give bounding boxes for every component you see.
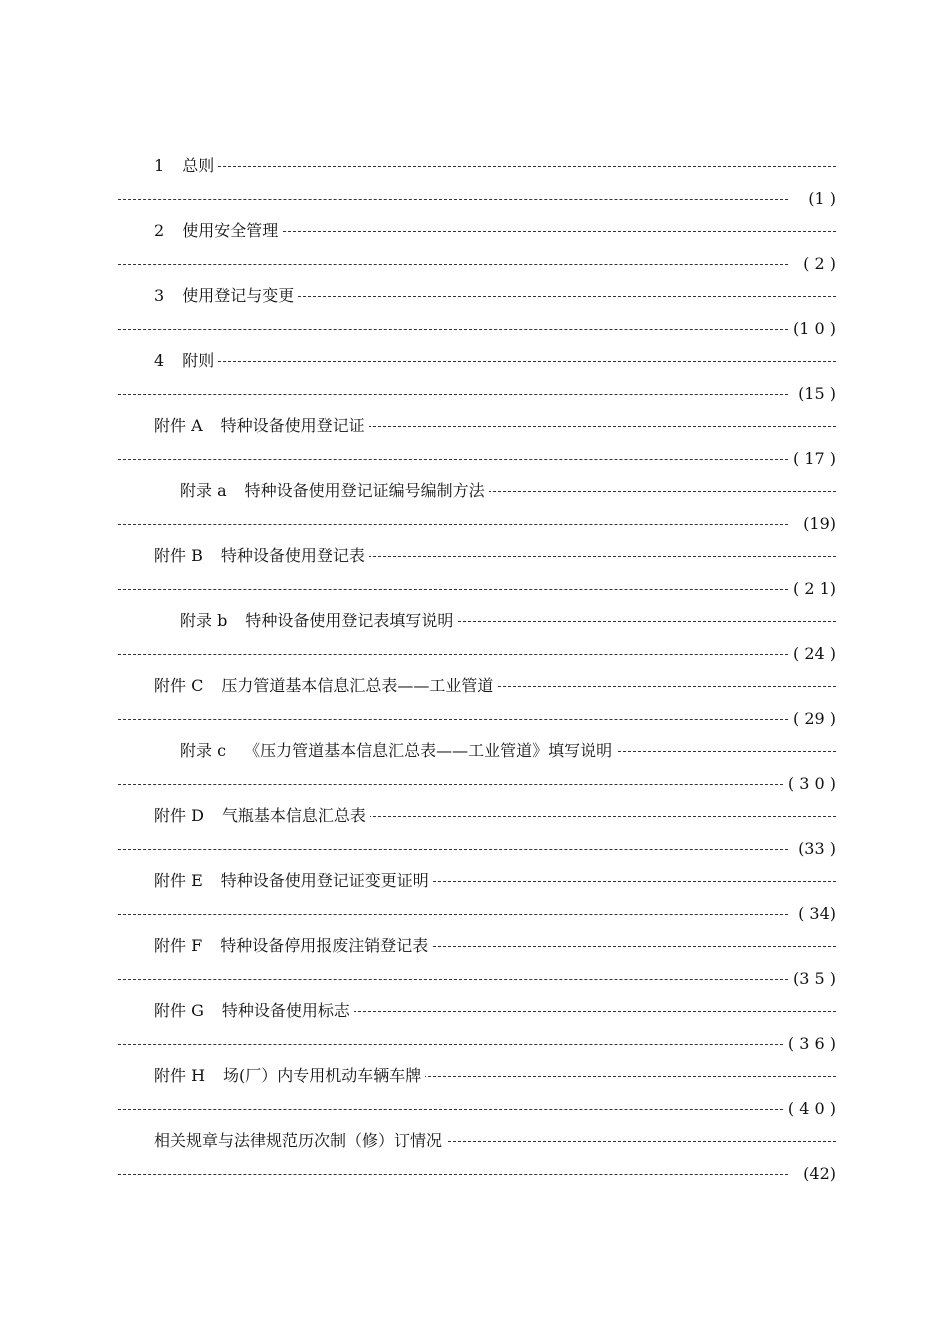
toc-entry-line-2 (118, 378, 836, 410)
toc-entry-line-1 (118, 865, 836, 897)
toc-entry-line-2 (118, 508, 836, 540)
toc-entry-title: 附则 (182, 351, 215, 370)
toc-entry-line-1 (118, 605, 836, 637)
toc-entry-page-number: (42) (799, 1158, 836, 1190)
toc-entry[interactable] (118, 800, 836, 865)
toc-entry-page-number: ( 29 ) (789, 703, 836, 735)
toc-entry-line-1 (118, 475, 836, 507)
dot-leader (118, 313, 788, 345)
toc-entry-line-2 (118, 833, 836, 865)
toc-entry-line-2 (118, 248, 836, 280)
toc-entry-heading (118, 995, 354, 1027)
toc-entry-title: 相关规章与法律规范历次制（修）订情况 (154, 1131, 443, 1150)
toc-entry-heading (118, 670, 497, 702)
toc-entry-line-2 (118, 638, 836, 670)
dot-leader (118, 248, 788, 280)
toc-entry[interactable] (118, 605, 836, 670)
toc-entry-page-number: (3 5 ) (789, 963, 836, 995)
toc-entry-line-1 (118, 410, 836, 442)
toc-entry-title: 使用登记与变更 (182, 286, 295, 305)
toc-entry-title: 总则 (182, 156, 215, 175)
toc-entry-page-number: ( 17 ) (789, 443, 836, 475)
toc-entry-line-2 (118, 1028, 836, 1060)
toc-entry-number: 附件 C (154, 676, 204, 695)
toc-entry[interactable] (118, 345, 836, 410)
table-of-contents (118, 150, 836, 1190)
toc-entry-line-1 (118, 215, 836, 247)
toc-entry-line-2 (118, 313, 836, 345)
toc-entry[interactable] (118, 280, 836, 345)
toc-entry-line-2 (118, 963, 836, 995)
toc-entry-number: 附件 E (154, 871, 203, 890)
toc-entry-heading (118, 800, 370, 832)
toc-entry-number: 附件 F (154, 936, 203, 955)
toc-entry[interactable] (118, 475, 836, 540)
toc-entry-line-2 (118, 573, 836, 605)
toc-entry-title: 特种设备使用登记表 (220, 546, 365, 565)
toc-entry-line-1 (118, 345, 836, 377)
toc-entry-heading (118, 1125, 446, 1157)
dot-leader (118, 768, 788, 800)
dot-leader (118, 150, 836, 182)
dot-leader (118, 345, 836, 377)
toc-entry-number: 附录 a (180, 481, 227, 500)
toc-entry-line-2 (118, 703, 836, 735)
toc-entry-title: 特种设备使用登记证变更证明 (220, 871, 429, 890)
toc-entry-heading (118, 540, 369, 572)
dot-leader (118, 833, 788, 865)
toc-entry-line-1 (118, 1060, 836, 1092)
toc-entry-line-2 (118, 898, 836, 930)
toc-entry[interactable] (118, 1125, 836, 1190)
dot-leader (118, 963, 788, 995)
toc-entry-page-number: ( 34) (794, 898, 836, 930)
toc-entry-number: 附录 c (180, 741, 227, 760)
toc-entry-line-1 (118, 540, 836, 572)
toc-entry-heading (118, 735, 616, 767)
toc-entry-line-2 (118, 183, 836, 215)
dot-leader (118, 508, 788, 540)
toc-entry[interactable] (118, 215, 836, 280)
toc-entry-heading (118, 410, 369, 442)
toc-entry-page-number: ( 4 0 ) (784, 1093, 836, 1125)
toc-entry-line-1 (118, 150, 836, 182)
toc-entry[interactable] (118, 670, 836, 735)
toc-entry-line-1 (118, 995, 836, 1027)
toc-entry-page-number: (33 ) (794, 833, 836, 865)
toc-entry-heading (118, 215, 282, 247)
toc-entry-title: 特种设备使用登记证 (220, 416, 365, 435)
toc-entry-title: 压力管道基本信息汇总表——工业管道 (221, 676, 494, 695)
dot-leader (118, 1158, 788, 1190)
toc-entry-heading (118, 930, 432, 962)
toc-entry-title: 使用安全管理 (182, 221, 279, 240)
toc-entry-title: 特种设备使用登记证编号编制方法 (244, 481, 485, 500)
toc-entry-number: 附件 A (154, 416, 203, 435)
toc-entry-line-1 (118, 670, 836, 702)
toc-entry-number: 附件 B (154, 546, 203, 565)
toc-entry-number: 附件 G (154, 1001, 204, 1020)
toc-entry-heading (118, 280, 298, 312)
toc-entry-number: 附件 D (154, 806, 204, 825)
toc-entry-line-1 (118, 735, 836, 767)
dot-leader (118, 1093, 788, 1125)
toc-entry-line-2 (118, 1158, 836, 1190)
dot-leader (118, 378, 788, 410)
toc-entry-heading (118, 475, 489, 507)
toc-entry-line-1 (118, 800, 836, 832)
toc-entry-title: 特种设备使用登记表填写说明 (245, 611, 454, 630)
toc-entry[interactable] (118, 540, 836, 605)
toc-entry-heading (118, 150, 218, 182)
toc-entry[interactable] (118, 150, 836, 215)
toc-entry[interactable] (118, 865, 836, 930)
toc-entry-heading (118, 865, 433, 897)
dot-leader (118, 898, 788, 930)
toc-entry-heading (118, 605, 457, 637)
dot-leader (118, 183, 788, 215)
toc-entry-number: 2 (154, 221, 165, 240)
toc-entry-page-number: (1 0 ) (789, 313, 836, 345)
toc-entry-title: 特种设备停用报废注销登记表 (220, 936, 429, 955)
toc-entry-number: 1 (154, 156, 165, 175)
toc-entry-line-1 (118, 1125, 836, 1157)
toc-entry-line-2 (118, 1093, 836, 1125)
toc-entry[interactable] (118, 1060, 836, 1125)
dot-leader (118, 573, 788, 605)
toc-entry-heading (118, 345, 218, 377)
toc-entry-line-1 (118, 930, 836, 962)
toc-entry-page-number: ( 2 ) (799, 248, 836, 280)
toc-entry[interactable] (118, 410, 836, 475)
toc-entry-page-number: (15 ) (794, 378, 836, 410)
toc-entry-number: 附件 H (154, 1066, 206, 1085)
toc-entry-page-number: ( 2 1) (789, 573, 836, 605)
toc-entry-page-number: ( 24 ) (789, 638, 836, 670)
toc-entry-title: 场(厂）内专用机动车辆车牌 (223, 1066, 422, 1085)
toc-entry-page-number: ( 3 0 ) (784, 768, 836, 800)
toc-entry-title: 特种设备使用标志 (221, 1001, 350, 1020)
toc-entry-number: 附录 b (180, 611, 228, 630)
toc-entry[interactable] (118, 995, 836, 1060)
toc-entry-heading (118, 1060, 425, 1092)
dot-leader (118, 1028, 788, 1060)
toc-entry-number: 4 (154, 351, 165, 370)
toc-entry-line-2 (118, 443, 836, 475)
dot-leader (118, 638, 788, 670)
toc-entry-title: 气瓶基本信息汇总表 (221, 806, 366, 825)
toc-entry-line-1 (118, 280, 836, 312)
toc-entry-title: 《压力管道基本信息汇总表——工业管道》填写说明 (244, 741, 613, 760)
toc-entry-page-number: (19) (799, 508, 836, 540)
toc-entry[interactable] (118, 735, 836, 800)
toc-entry-page-number: ( 3 6 ) (784, 1028, 836, 1060)
toc-entry-line-2 (118, 768, 836, 800)
dot-leader (118, 443, 788, 475)
toc-entry-number: 3 (154, 286, 165, 305)
toc-entry[interactable] (118, 930, 836, 995)
dot-leader (118, 703, 788, 735)
toc-entry-page-number: (1 ) (804, 183, 836, 215)
